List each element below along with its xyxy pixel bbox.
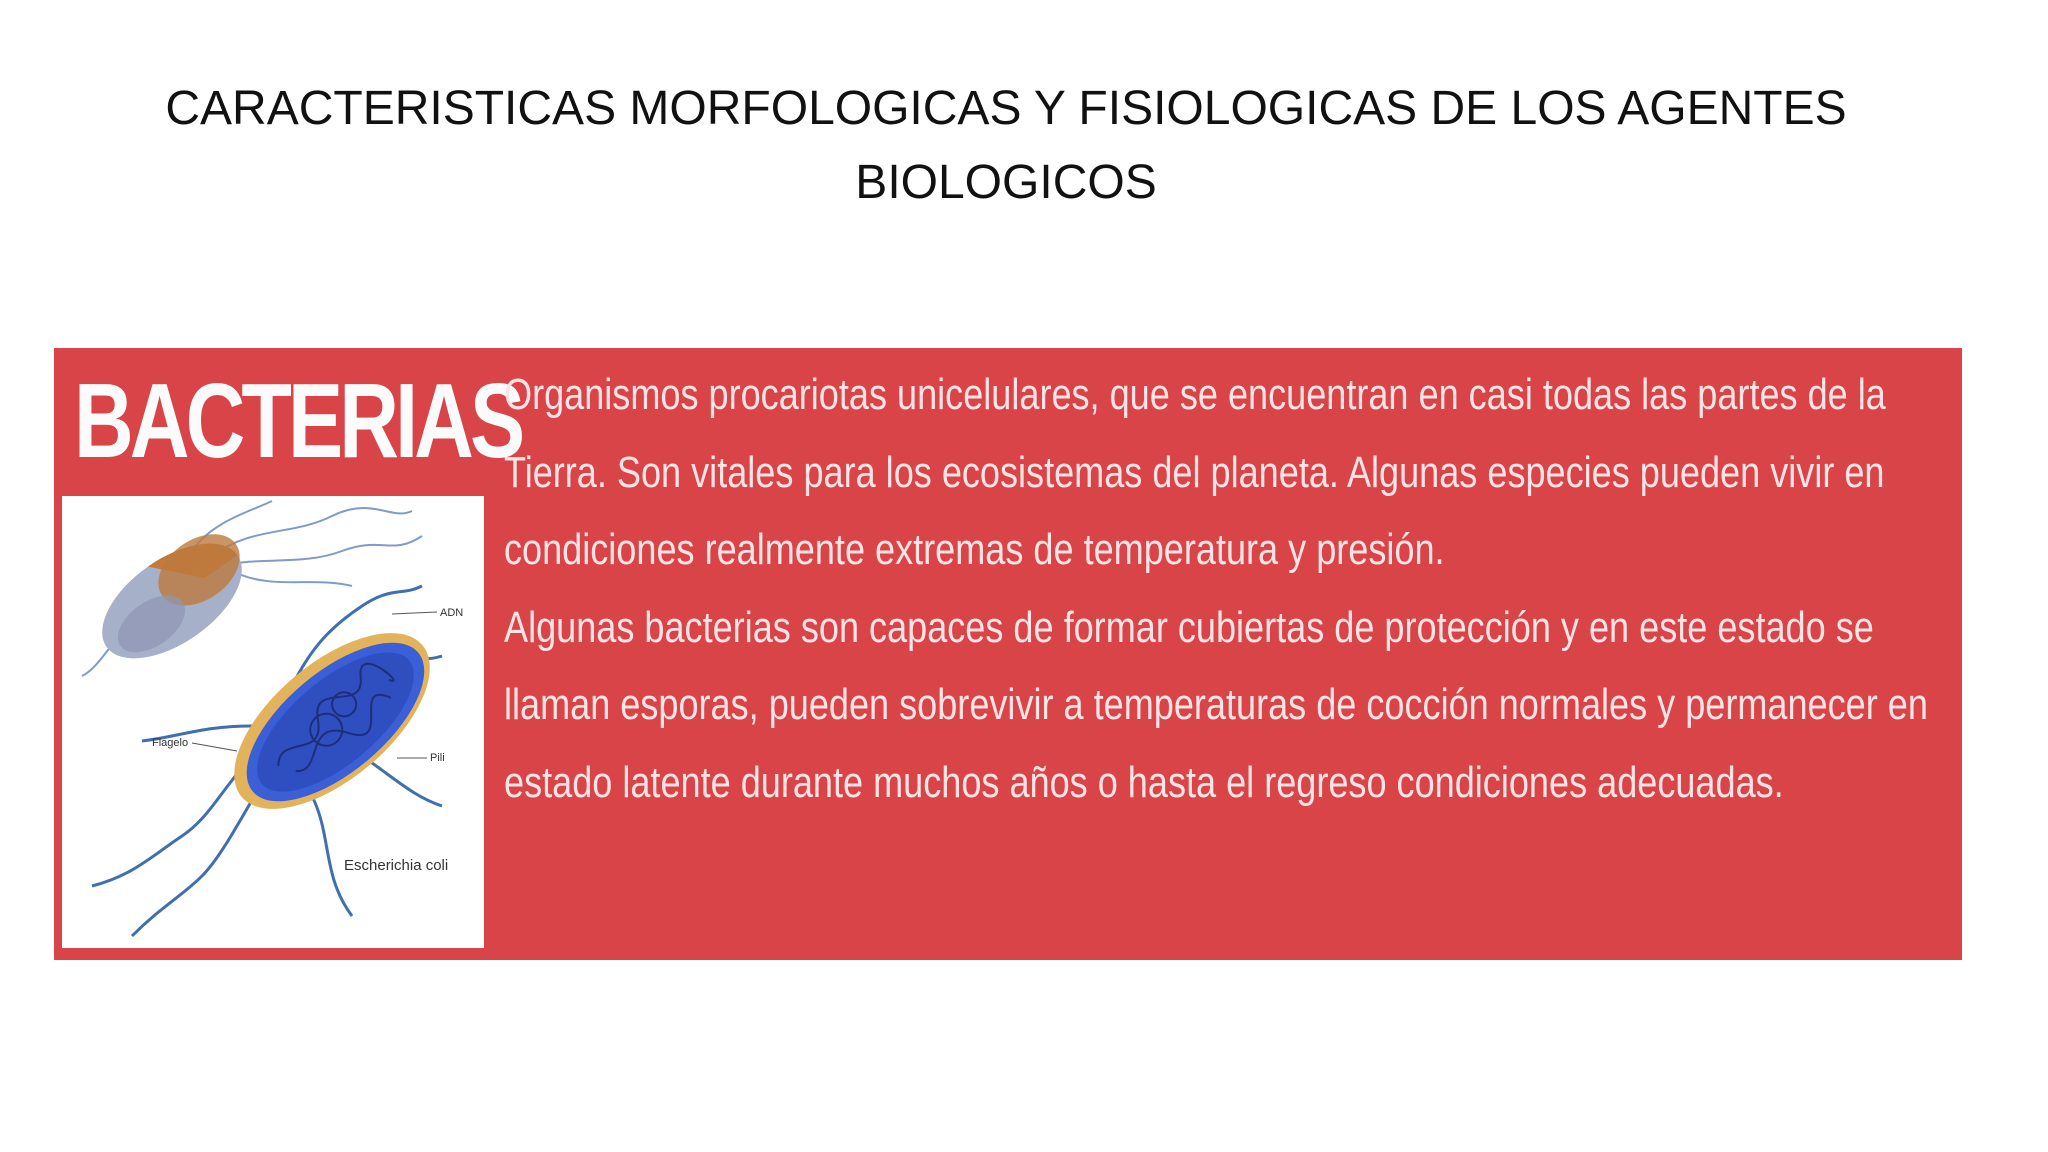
bacteria-paragraph-1 [504,356,1944,589]
slide-title-line-2: BIOLOGICOS [855,156,1157,209]
label-flagella: Flagelo [152,737,189,749]
bacteria-paragraph-2 [504,589,1944,822]
bacteria-diagram-image [62,496,484,948]
bacteria-description [504,356,1944,821]
bacteria-banner [54,348,1962,960]
bacteria-heading: BACTERIAS [74,362,522,480]
bacteria-paragraph-2-text: Algunas bacterias son capaces de formar cubiertas de protección y en este estado se llaman esporas, pueden sobrevivir a temperaturas de cocción normales y permanecer en estado latente durante muchos años o hasta el regreso condiciones adecuadas. [504,602,1928,807]
illustration-caption: Escherichia coli [344,857,449,874]
label-pili: Pili [430,752,445,764]
bacteria-paragraph-1-text: Organismos procariotas unicelulares, que se encuentran en casi todas las partes de la Tierra. Son vitales para los ecosistemas del planeta. Algunas especies pueden vivir en condiciones realmente extremas de temperatura y presión. [504,370,1886,574]
bacteria-illustration [62,496,484,948]
label-top: ADN [440,607,464,619]
slide-title [100,72,1912,220]
slide-title-line-1: CARACTERISTICAS MORFOLOGICAS Y FISIOLOGICAS DE LOS AGENTES [165,82,1847,135]
